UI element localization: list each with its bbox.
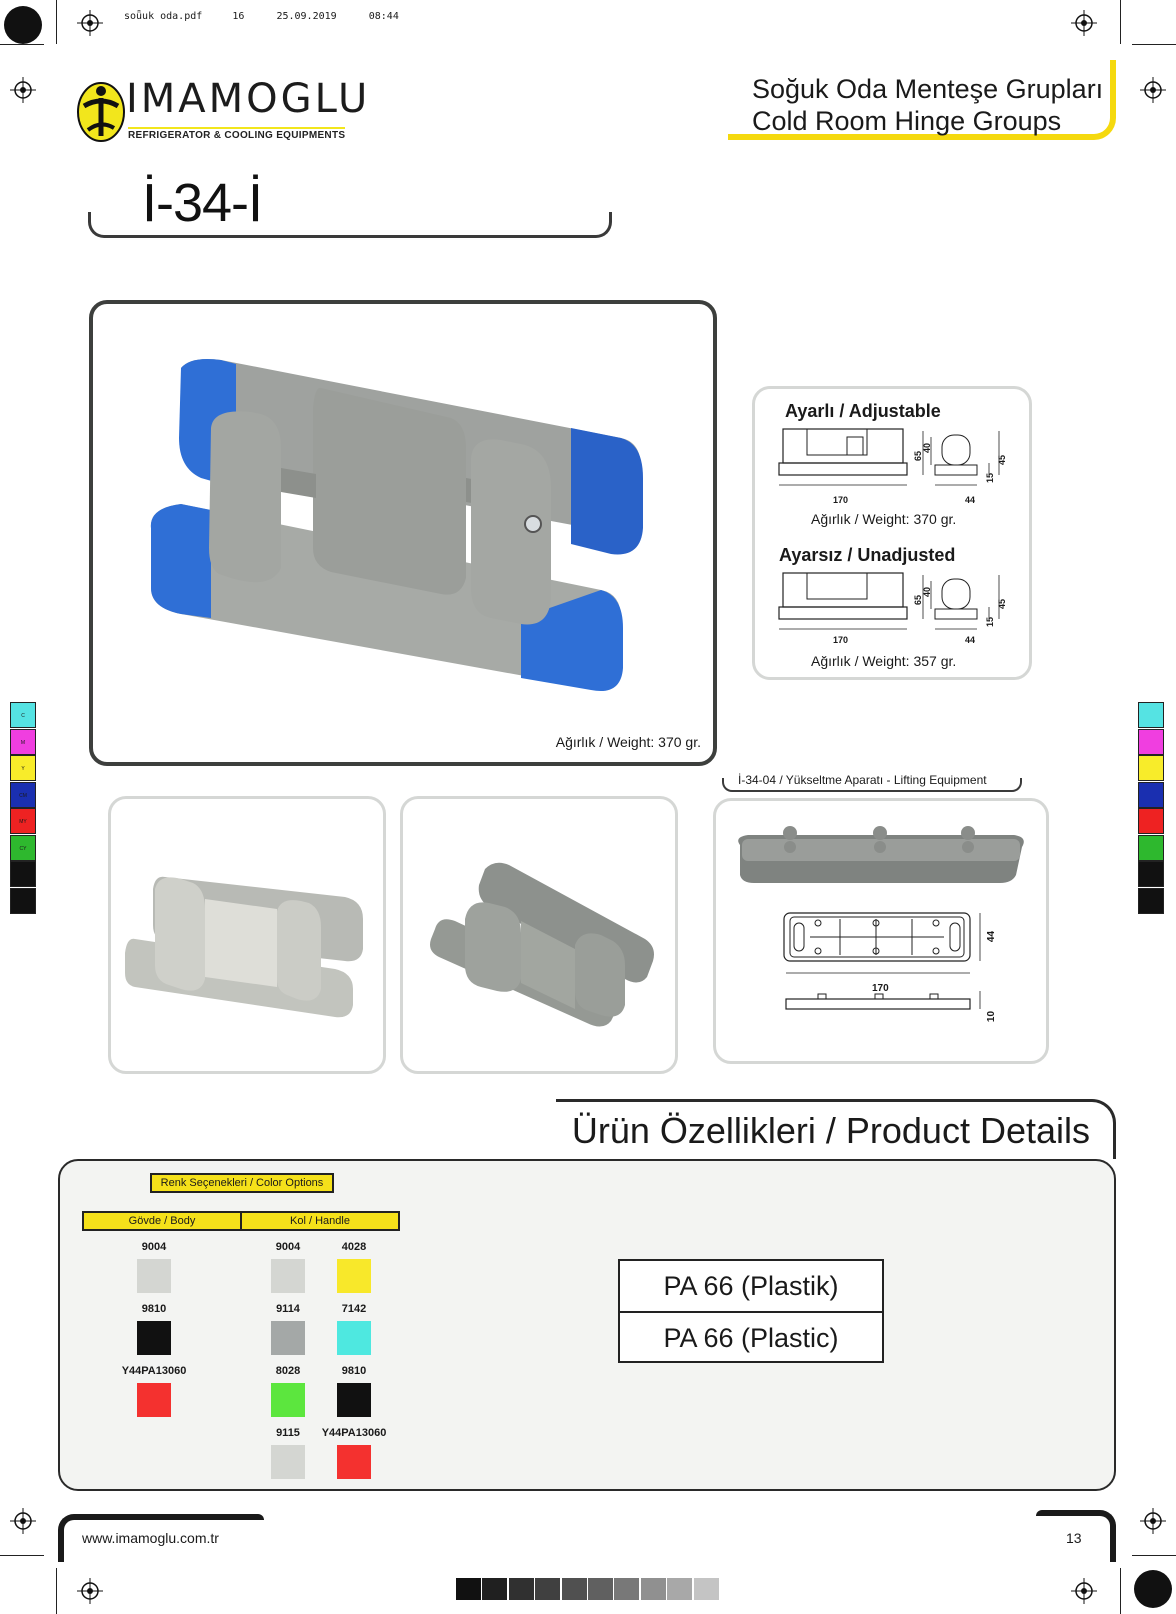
registration-mark-icon bbox=[77, 1578, 103, 1604]
unadjusted-drawing bbox=[777, 571, 1017, 639]
lifting-title: İ-34-04 / Yükseltme Aparatı - Lifting Equipment bbox=[738, 773, 987, 787]
color-strip-patch bbox=[1138, 808, 1164, 834]
gray-bar-cell bbox=[588, 1578, 613, 1600]
adj-dim-depth: 44 bbox=[965, 495, 976, 505]
color-strip-patch: C bbox=[10, 702, 36, 728]
swatch-code: 7142 bbox=[341, 1303, 367, 1315]
color-swatch bbox=[137, 1383, 171, 1417]
adj-dim-d1: 15 bbox=[985, 472, 996, 484]
registration-mark-icon bbox=[1071, 1578, 1097, 1604]
product-code-underline bbox=[88, 212, 612, 238]
adj-dim-d2: 45 bbox=[997, 454, 1008, 466]
adjustable-drawing bbox=[777, 427, 1017, 495]
corner-dot-br bbox=[1134, 1570, 1172, 1608]
adjustable-weight: Ağırlık / Weight: 370 gr. bbox=[811, 511, 957, 527]
gray-bar-cell bbox=[509, 1578, 534, 1600]
gray-bar-cell bbox=[614, 1578, 639, 1600]
color-swatch bbox=[271, 1445, 305, 1479]
lifting-dim-width: 44 bbox=[986, 930, 998, 943]
registration-mark-icon bbox=[77, 10, 103, 36]
lifting-dim-height: 10 bbox=[986, 1010, 998, 1023]
registration-mark-icon bbox=[1140, 1508, 1166, 1534]
technical-drawings-card bbox=[752, 386, 1032, 680]
gray-bar-cell bbox=[641, 1578, 666, 1600]
page-title-en: Cold Room Hinge Groups bbox=[752, 106, 1062, 136]
unadj-dim-length: 170 bbox=[833, 635, 849, 645]
gray-bar-cell bbox=[667, 1578, 692, 1600]
swatch-code: 9115 bbox=[276, 1427, 300, 1439]
swatch-code: 8028 bbox=[275, 1365, 301, 1377]
color-strip-patch bbox=[1138, 782, 1164, 808]
main-photo-weight: Ağırlık / Weight: 370 gr. bbox=[555, 734, 701, 750]
adj-dim-length: 170 bbox=[833, 495, 849, 505]
main-product-photo-card bbox=[89, 300, 717, 766]
color-strip-patch: CY bbox=[10, 835, 36, 861]
print-date: 25.09.2019 bbox=[276, 11, 337, 22]
swatch-code: 9810 bbox=[341, 1365, 367, 1377]
handle-header: Kol / Handle bbox=[240, 1211, 400, 1231]
material-table bbox=[618, 1259, 884, 1363]
lifting-plate-drawing bbox=[730, 911, 1030, 1041]
color-strip-patch bbox=[1138, 888, 1164, 914]
registration-mark-icon bbox=[10, 1508, 36, 1534]
adj-dim-h1: 65 bbox=[913, 450, 924, 462]
product-photo-gray bbox=[400, 796, 678, 1074]
unadjusted-weight: Ağırlık / Weight: 357 gr. bbox=[811, 653, 957, 669]
print-page: 16 bbox=[232, 11, 245, 22]
swatch-code: 9810 bbox=[141, 1303, 167, 1315]
lifting-equipment-card bbox=[713, 798, 1049, 1064]
hinge-main-photo bbox=[121, 328, 681, 728]
lifting-title-underline bbox=[722, 778, 1022, 792]
color-swatch bbox=[337, 1259, 371, 1293]
material-en: PA 66 (Plastic) bbox=[663, 1323, 839, 1353]
color-strip-patch bbox=[1138, 702, 1164, 728]
color-strip-patch: CM bbox=[10, 782, 36, 808]
product-photo-light bbox=[108, 796, 386, 1074]
page-title-tr: Soğuk Oda Menteşe Grupları bbox=[752, 74, 1104, 104]
color-swatch bbox=[137, 1321, 171, 1355]
color-strip-patch bbox=[1138, 861, 1164, 887]
brand-tagline: REFRIGERATOR & COOLING EQUIPMENTS bbox=[128, 127, 345, 141]
registration-mark-icon bbox=[1071, 10, 1097, 36]
color-swatch bbox=[337, 1445, 371, 1479]
print-file: soǖuk oda.pdf bbox=[124, 11, 203, 22]
print-header bbox=[124, 11, 399, 22]
corner-dot-tl bbox=[4, 6, 42, 44]
gray-bar-cell bbox=[482, 1578, 507, 1600]
unadj-dim-d1: 15 bbox=[985, 616, 996, 628]
unadj-dim-depth: 44 bbox=[965, 635, 976, 645]
gray-bar-cell bbox=[535, 1578, 560, 1600]
color-swatch bbox=[271, 1259, 305, 1293]
color-strip-patch: MY bbox=[10, 808, 36, 834]
color-strip-patch bbox=[10, 888, 36, 914]
swatch-code: 9004 bbox=[141, 1241, 167, 1253]
hinge-light-photo bbox=[125, 869, 375, 1019]
registration-mark-icon bbox=[10, 77, 36, 103]
color-strip-patch: M bbox=[10, 729, 36, 755]
gray-bar-cell bbox=[694, 1578, 719, 1600]
swatch-code: Y44PA13060 bbox=[121, 1365, 187, 1377]
hinge-gray-photo bbox=[425, 859, 665, 1029]
product-details-panel bbox=[58, 1159, 1116, 1491]
lifting-dim-length: 170 bbox=[872, 983, 889, 994]
color-options-title: Renk Seçenekleri / Color Options bbox=[150, 1173, 334, 1193]
color-swatch bbox=[271, 1321, 305, 1355]
color-swatch bbox=[271, 1383, 305, 1417]
color-strip-patch: Y bbox=[10, 755, 36, 781]
lifting-plate-photo bbox=[730, 817, 1030, 887]
product-code: İ-34-İ bbox=[142, 173, 263, 233]
swatch-code: 4028 bbox=[341, 1241, 367, 1253]
unadjusted-title: Ayarsız / Unadjusted bbox=[779, 545, 956, 565]
gray-bar-cell bbox=[562, 1578, 587, 1600]
gray-bar-cell bbox=[456, 1578, 481, 1600]
unadj-dim-d2: 45 bbox=[997, 598, 1008, 610]
unadj-dim-h2: 40 bbox=[922, 586, 933, 598]
footer-website[interactable]: www.imamoglu.com.tr bbox=[82, 1530, 219, 1546]
unadj-dim-h1: 65 bbox=[913, 594, 924, 606]
color-swatch bbox=[137, 1259, 171, 1293]
color-strip-patch bbox=[1138, 755, 1164, 781]
color-swatch bbox=[337, 1383, 371, 1417]
details-header: Ürün Özellikleri / Product Details bbox=[571, 1110, 1090, 1151]
brand-name: IMAMOGLU bbox=[126, 76, 371, 122]
print-time: 08:44 bbox=[368, 11, 399, 22]
color-swatch bbox=[337, 1321, 371, 1355]
body-header: Gövde / Body bbox=[82, 1211, 242, 1231]
adjustable-title: Ayarlı / Adjustable bbox=[785, 401, 941, 421]
swatch-code: 9114 bbox=[276, 1303, 300, 1315]
color-strip-patch bbox=[1138, 835, 1164, 861]
brand-logo bbox=[76, 78, 386, 144]
color-strip-patch bbox=[10, 861, 36, 887]
registration-mark-icon bbox=[1140, 77, 1166, 103]
color-strip-patch bbox=[1138, 729, 1164, 755]
material-tr: PA 66 (Plastik) bbox=[620, 1261, 882, 1313]
logo-emblem-icon bbox=[76, 78, 126, 142]
page-number: 13 bbox=[1066, 1530, 1082, 1546]
adj-dim-h2: 40 bbox=[922, 442, 933, 454]
swatch-code: 9004 bbox=[275, 1241, 301, 1253]
swatch-code: Y44PA13060 bbox=[321, 1427, 387, 1439]
